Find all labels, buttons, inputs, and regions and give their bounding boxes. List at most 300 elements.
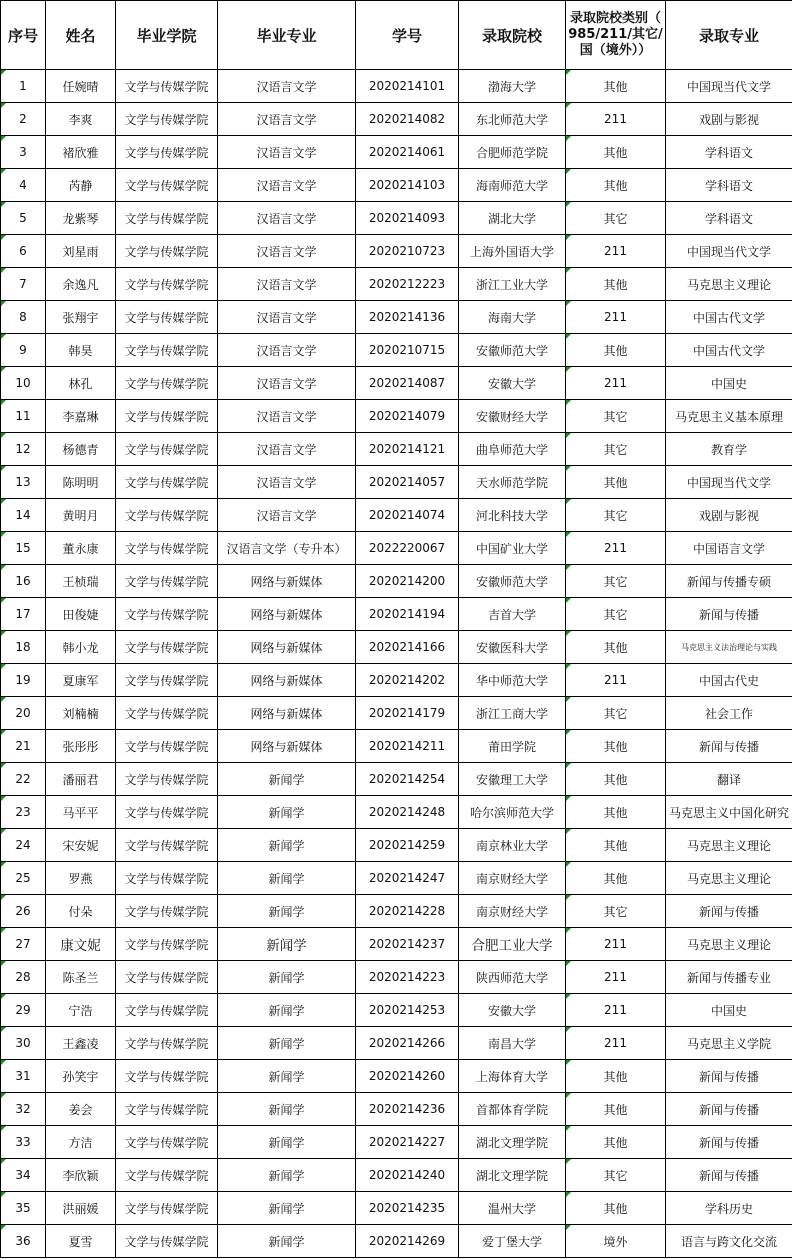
cell-admit-major: 新闻与传播专业: [666, 961, 792, 994]
cell-index: 20: [1, 697, 46, 730]
cell-admit-major: 戏剧与影视: [666, 103, 792, 136]
cell-major: 新闻学: [218, 895, 356, 928]
table-row: [1, 730, 792, 763]
cell-name: 夏雪: [46, 1225, 116, 1258]
cell-school-category: 其它: [566, 895, 666, 928]
cell-school-category: 其它: [566, 598, 666, 631]
cell-admit-major: 学科语文: [666, 202, 792, 235]
cell-index: 7: [1, 268, 46, 301]
cell-school-category: 其他: [566, 70, 666, 103]
cell-school-category: 其它: [566, 565, 666, 598]
cell-school-category: 其他: [566, 1192, 666, 1225]
cell-admit-school: 中国矿业大学: [459, 532, 566, 565]
cell-admit-school: 陕西师范大学: [459, 961, 566, 994]
cell-index: 8: [1, 301, 46, 334]
cell-index: 17: [1, 598, 46, 631]
cell-name: 张翔宇: [46, 301, 116, 334]
cell-index: 14: [1, 499, 46, 532]
cell-student-id: 2020214079: [356, 400, 459, 433]
cell-name: 洪丽媛: [46, 1192, 116, 1225]
cell-major: 汉语言文学: [218, 499, 356, 532]
cell-admit-school: 河北科技大学: [459, 499, 566, 532]
cell-school-category: 211: [566, 1027, 666, 1060]
cell-admit-major: 马克思主义理论: [666, 829, 792, 862]
cell-name: 康文妮: [46, 928, 116, 961]
col-header-name: 姓名: [46, 1, 116, 70]
cell-admit-major: 学科语文: [666, 169, 792, 202]
cell-admit-major: 中国语言文学: [666, 532, 792, 565]
cell-school-category: 其他: [566, 730, 666, 763]
cell-index: 10: [1, 367, 46, 400]
cell-name: 李嘉琳: [46, 400, 116, 433]
cell-index: 22: [1, 763, 46, 796]
cell-major: 新闻学: [218, 1093, 356, 1126]
cell-school-category: 其他: [566, 466, 666, 499]
cell-major: 新闻学: [218, 994, 356, 1027]
cell-major: 汉语言文学: [218, 103, 356, 136]
cell-index: 4: [1, 169, 46, 202]
table-row: [1, 136, 792, 169]
cell-student-id: 2020214136: [356, 301, 459, 334]
cell-name: 林孔: [46, 367, 116, 400]
cell-admit-school: 南昌大学: [459, 1027, 566, 1060]
cell-major: 汉语言文学: [218, 136, 356, 169]
table-row: [1, 301, 792, 334]
cell-school-category: 其他: [566, 1126, 666, 1159]
table-row: [1, 235, 792, 268]
cell-admit-school: 安徽大学: [459, 367, 566, 400]
cell-admit-school: 南京财经大学: [459, 895, 566, 928]
cell-major: 新闻学: [218, 829, 356, 862]
cell-college: 文学与传媒学院: [116, 433, 218, 466]
cell-name: 任婉晴: [46, 70, 116, 103]
cell-student-id: 2020214179: [356, 697, 459, 730]
cell-name: 付朵: [46, 895, 116, 928]
cell-school-category: 其他: [566, 1060, 666, 1093]
cell-admit-major: 中国史: [666, 367, 792, 400]
cell-student-id: 2020214074: [356, 499, 459, 532]
table-row: [1, 631, 792, 664]
cell-college: 文学与传媒学院: [116, 235, 218, 268]
cell-college: 文学与传媒学院: [116, 70, 218, 103]
cell-student-id: 2020214247: [356, 862, 459, 895]
cell-college: 文学与传媒学院: [116, 301, 218, 334]
cell-admit-major: 马克思主义法治理论与实践: [666, 631, 792, 664]
cell-admit-school: 莆田学院: [459, 730, 566, 763]
cell-admit-major: 戏剧与影视: [666, 499, 792, 532]
cell-major: 汉语言文学: [218, 433, 356, 466]
cell-school-category: 其他: [566, 169, 666, 202]
cell-college: 文学与传媒学院: [116, 862, 218, 895]
cell-student-id: 2020214235: [356, 1192, 459, 1225]
cell-admit-school: 首都体育学院: [459, 1093, 566, 1126]
cell-index: 33: [1, 1126, 46, 1159]
cell-major: 汉语言文学: [218, 202, 356, 235]
cell-index: 32: [1, 1093, 46, 1126]
cell-student-id: 2020214202: [356, 664, 459, 697]
cell-admit-major: 新闻与传播: [666, 1060, 792, 1093]
cell-college: 文学与传媒学院: [116, 367, 218, 400]
cell-name: 夏康军: [46, 664, 116, 697]
cell-index: 35: [1, 1192, 46, 1225]
table-row: [1, 169, 792, 202]
table-row: [1, 202, 792, 235]
cell-admit-school: 南京财经大学: [459, 862, 566, 895]
cell-index: 18: [1, 631, 46, 664]
cell-college: 文学与传媒学院: [116, 1192, 218, 1225]
cell-name: 潘丽君: [46, 763, 116, 796]
cell-admit-school: 湖北文理学院: [459, 1126, 566, 1159]
cell-admit-major: 中国现当代文学: [666, 235, 792, 268]
cell-admit-major: 新闻与传播专硕: [666, 565, 792, 598]
cell-major: 新闻学: [218, 1159, 356, 1192]
cell-college: 文学与传媒学院: [116, 829, 218, 862]
col-header-admit-major: 录取专业: [666, 1, 792, 70]
cell-school-category: 211: [566, 532, 666, 565]
cell-major: 汉语言文学: [218, 268, 356, 301]
col-header-student-id: 学号: [356, 1, 459, 70]
cell-major: 新闻学: [218, 928, 356, 961]
col-header-index: 序号: [1, 1, 46, 70]
cell-index: 27: [1, 928, 46, 961]
cell-admit-major: 语言与跨文化交流: [666, 1225, 792, 1258]
cell-major: 网络与新媒体: [218, 598, 356, 631]
cell-student-id: 2020214087: [356, 367, 459, 400]
cell-admit-major: 新闻与传播: [666, 1093, 792, 1126]
cell-admit-major: 中国古代史: [666, 664, 792, 697]
cell-admit-major: 教育学: [666, 433, 792, 466]
cell-index: 28: [1, 961, 46, 994]
cell-admit-major: 马克思主义理论: [666, 862, 792, 895]
cell-admit-school: 合肥工业大学: [459, 928, 566, 961]
cell-school-category: 211: [566, 301, 666, 334]
cell-name: 李爽: [46, 103, 116, 136]
cell-admit-school: 温州大学: [459, 1192, 566, 1225]
cell-school-category: 其他: [566, 631, 666, 664]
table-row: [1, 1027, 792, 1060]
cell-major: 网络与新媒体: [218, 631, 356, 664]
cell-name: 宋安妮: [46, 829, 116, 862]
cell-index: 15: [1, 532, 46, 565]
cell-admit-major: 中国古代文学: [666, 334, 792, 367]
cell-college: 文学与传媒学院: [116, 697, 218, 730]
cell-name: 马平平: [46, 796, 116, 829]
cell-major: 汉语言文学: [218, 235, 356, 268]
cell-college: 文学与传媒学院: [116, 1159, 218, 1192]
cell-school-category: 211: [566, 235, 666, 268]
cell-student-id: 2020214223: [356, 961, 459, 994]
cell-student-id: 2020214227: [356, 1126, 459, 1159]
cell-major: 新闻学: [218, 763, 356, 796]
cell-school-category: 211: [566, 367, 666, 400]
cell-admit-school: 安徽师范大学: [459, 565, 566, 598]
cell-index: 29: [1, 994, 46, 1027]
cell-college: 文学与传媒学院: [116, 103, 218, 136]
table-row: [1, 994, 792, 1027]
cell-student-id: 2020214266: [356, 1027, 459, 1060]
table-row: [1, 334, 792, 367]
cell-index: 31: [1, 1060, 46, 1093]
cell-name: 罗燕: [46, 862, 116, 895]
cell-admit-school: 上海体育大学: [459, 1060, 566, 1093]
cell-college: 文学与传媒学院: [116, 532, 218, 565]
cell-major: 新闻学: [218, 1192, 356, 1225]
cell-student-id: 2020214259: [356, 829, 459, 862]
cell-index: 13: [1, 466, 46, 499]
cell-name: 王桢瑞: [46, 565, 116, 598]
cell-major: 新闻学: [218, 961, 356, 994]
cell-admit-major: 新闻与传播: [666, 895, 792, 928]
cell-student-id: 2020214166: [356, 631, 459, 664]
cell-student-id: 2020214211: [356, 730, 459, 763]
cell-major: 汉语言文学: [218, 334, 356, 367]
table-row: [1, 928, 792, 961]
cell-student-id: 2020212223: [356, 268, 459, 301]
cell-school-category: 境外: [566, 1225, 666, 1258]
cell-college: 文学与传媒学院: [116, 499, 218, 532]
table-row: [1, 400, 792, 433]
cell-admit-school: 爱丁堡大学: [459, 1225, 566, 1258]
cell-name: 黄明月: [46, 499, 116, 532]
cell-college: 文学与传媒学院: [116, 664, 218, 697]
table-row: [1, 1060, 792, 1093]
cell-college: 文学与传媒学院: [116, 565, 218, 598]
cell-major: 汉语言文学: [218, 70, 356, 103]
cell-major: 网络与新媒体: [218, 664, 356, 697]
cell-index: 6: [1, 235, 46, 268]
cell-school-category: 其他: [566, 136, 666, 169]
cell-name: 董永康: [46, 532, 116, 565]
cell-student-id: 2020210715: [356, 334, 459, 367]
cell-admit-major: 中国现当代文学: [666, 70, 792, 103]
cell-admit-major: 翻译: [666, 763, 792, 796]
cell-index: 2: [1, 103, 46, 136]
cell-admit-school: 南京林业大学: [459, 829, 566, 862]
cell-major: 网络与新媒体: [218, 697, 356, 730]
table-row: [1, 763, 792, 796]
cell-school-category: 其他: [566, 268, 666, 301]
cell-student-id: 2020214228: [356, 895, 459, 928]
cell-index: 19: [1, 664, 46, 697]
cell-index: 16: [1, 565, 46, 598]
col-header-major: 毕业专业: [218, 1, 356, 70]
cell-index: 30: [1, 1027, 46, 1060]
cell-name: 姜会: [46, 1093, 116, 1126]
table-row: [1, 70, 792, 103]
table-row: [1, 895, 792, 928]
cell-student-id: 2020214082: [356, 103, 459, 136]
cell-student-id: 2020214121: [356, 433, 459, 466]
cell-admit-school: 湖北文理学院: [459, 1159, 566, 1192]
cell-name: 韩小龙: [46, 631, 116, 664]
cell-admit-school: 安徽大学: [459, 994, 566, 1027]
cell-school-category: 其他: [566, 1093, 666, 1126]
cell-student-id: 2020214269: [356, 1225, 459, 1258]
cell-major: 网络与新媒体: [218, 565, 356, 598]
cell-index: 34: [1, 1159, 46, 1192]
table-row: [1, 268, 792, 301]
cell-student-id: 2020214240: [356, 1159, 459, 1192]
cell-admit-major: 学科历史: [666, 1192, 792, 1225]
cell-admit-school: 华中师范大学: [459, 664, 566, 697]
cell-admit-major: 新闻与传播: [666, 598, 792, 631]
cell-major: 汉语言文学: [218, 169, 356, 202]
cell-admit-major: 马克思主义理论: [666, 268, 792, 301]
cell-college: 文学与传媒学院: [116, 796, 218, 829]
cell-college: 文学与传媒学院: [116, 598, 218, 631]
table-row: [1, 862, 792, 895]
cell-admit-major: 中国古代文学: [666, 301, 792, 334]
cell-admit-school: 哈尔滨师范大学: [459, 796, 566, 829]
cell-name: 孙笑宇: [46, 1060, 116, 1093]
cell-student-id: 2020214254: [356, 763, 459, 796]
cell-admit-school: 安徽理工大学: [459, 763, 566, 796]
cell-student-id: 2020214200: [356, 565, 459, 598]
cell-college: 文学与传媒学院: [116, 961, 218, 994]
cell-admit-major: 马克思主义基本原理: [666, 400, 792, 433]
cell-college: 文学与传媒学院: [116, 1060, 218, 1093]
cell-school-category: 211: [566, 961, 666, 994]
cell-index: 26: [1, 895, 46, 928]
cell-college: 文学与传媒学院: [116, 1126, 218, 1159]
cell-name: 杨德青: [46, 433, 116, 466]
cell-name: 宁浩: [46, 994, 116, 1027]
table-row: [1, 697, 792, 730]
cell-college: 文学与传媒学院: [116, 400, 218, 433]
cell-admit-school: 曲阜师范大学: [459, 433, 566, 466]
cell-name: 刘楠楠: [46, 697, 116, 730]
cell-college: 文学与传媒学院: [116, 994, 218, 1027]
table-row: [1, 466, 792, 499]
cell-admit-major: 社会工作: [666, 697, 792, 730]
cell-college: 文学与传媒学院: [116, 631, 218, 664]
col-header-admit-school: 录取院校: [459, 1, 566, 70]
cell-name: 田俊婕: [46, 598, 116, 631]
cell-student-id: 2020214093: [356, 202, 459, 235]
cell-name: 龙紫琴: [46, 202, 116, 235]
cell-major: 新闻学: [218, 796, 356, 829]
cell-name: 方洁: [46, 1126, 116, 1159]
cell-student-id: 2020214260: [356, 1060, 459, 1093]
cell-admit-major: 新闻与传播: [666, 1126, 792, 1159]
cell-school-category: 其它: [566, 1159, 666, 1192]
header-row: [1, 1, 792, 70]
table-row: [1, 433, 792, 466]
cell-admit-school: 安徽财经大学: [459, 400, 566, 433]
cell-major: 新闻学: [218, 1225, 356, 1258]
cell-name: 韩昊: [46, 334, 116, 367]
cell-index: 9: [1, 334, 46, 367]
cell-admit-major: 新闻与传播: [666, 1159, 792, 1192]
cell-college: 文学与传媒学院: [116, 466, 218, 499]
cell-admit-major: 中国史: [666, 994, 792, 1027]
table-row: [1, 1225, 792, 1258]
cell-college: 文学与传媒学院: [116, 136, 218, 169]
cell-name: 刘星雨: [46, 235, 116, 268]
cell-student-id: 2020214103: [356, 169, 459, 202]
cell-school-category: 其他: [566, 763, 666, 796]
cell-school-category: 其它: [566, 499, 666, 532]
cell-name: 张彤彤: [46, 730, 116, 763]
cell-school-category: 211: [566, 994, 666, 1027]
cell-school-category: 其他: [566, 862, 666, 895]
cell-name: 王鑫凌: [46, 1027, 116, 1060]
table-row: [1, 1192, 792, 1225]
cell-college: 文学与传媒学院: [116, 1225, 218, 1258]
cell-student-id: 2020214236: [356, 1093, 459, 1126]
cell-admit-major: 新闻与传播: [666, 730, 792, 763]
cell-name: 陈圣兰: [46, 961, 116, 994]
cell-school-category: 其它: [566, 433, 666, 466]
cell-admit-major: 学科语文: [666, 136, 792, 169]
cell-college: 文学与传媒学院: [116, 268, 218, 301]
cell-college: 文学与传媒学院: [116, 928, 218, 961]
table-row: [1, 367, 792, 400]
cell-admit-school: 海南师范大学: [459, 169, 566, 202]
cell-admit-school: 安徽师范大学: [459, 334, 566, 367]
cell-student-id: 2020210723: [356, 235, 459, 268]
cell-admit-school: 上海外国语大学: [459, 235, 566, 268]
cell-school-category: 其它: [566, 202, 666, 235]
cell-admit-school: 东北师范大学: [459, 103, 566, 136]
cell-name: 芮静: [46, 169, 116, 202]
cell-major: 汉语言文学: [218, 367, 356, 400]
cell-student-id: 2020214061: [356, 136, 459, 169]
cell-index: 11: [1, 400, 46, 433]
cell-student-id: 2020214248: [356, 796, 459, 829]
cell-major: 汉语言文学: [218, 466, 356, 499]
cell-admit-major: 马克思主义理论: [666, 928, 792, 961]
table-row: [1, 532, 792, 565]
cell-major: 汉语言文学（专升本）: [218, 532, 356, 565]
cell-student-id: 2022220067: [356, 532, 459, 565]
cell-index: 3: [1, 136, 46, 169]
cell-admit-major: 中国现当代文学: [666, 466, 792, 499]
cell-school-category: 其它: [566, 400, 666, 433]
cell-name: 余逸凡: [46, 268, 116, 301]
cell-major: 网络与新媒体: [218, 730, 356, 763]
cell-admit-school: 天水师范学院: [459, 466, 566, 499]
cell-college: 文学与传媒学院: [116, 334, 218, 367]
cell-major: 新闻学: [218, 1027, 356, 1060]
cell-college: 文学与传媒学院: [116, 1027, 218, 1060]
table-row: [1, 499, 792, 532]
cell-college: 文学与传媒学院: [116, 1093, 218, 1126]
cell-admit-school: 海南大学: [459, 301, 566, 334]
cell-name: 李欣颖: [46, 1159, 116, 1192]
cell-admit-school: 浙江工商大学: [459, 697, 566, 730]
cell-index: 12: [1, 433, 46, 466]
cell-major: 汉语言文学: [218, 400, 356, 433]
col-header-school-category: 录取院校类别（ 985/211/其它/国（境外））: [566, 1, 666, 70]
table-row: [1, 1126, 792, 1159]
table-row: [1, 961, 792, 994]
cell-school-category: 其他: [566, 829, 666, 862]
table-row: [1, 664, 792, 697]
cell-school-category: 211: [566, 103, 666, 136]
cell-student-id: 2020214253: [356, 994, 459, 1027]
cell-school-category: 其他: [566, 796, 666, 829]
cell-index: 36: [1, 1225, 46, 1258]
cell-major: 汉语言文学: [218, 301, 356, 334]
table-row: [1, 1159, 792, 1192]
cell-school-category: 211: [566, 664, 666, 697]
cell-index: 25: [1, 862, 46, 895]
cell-student-id: 2020214101: [356, 70, 459, 103]
cell-college: 文学与传媒学院: [116, 763, 218, 796]
cell-index: 5: [1, 202, 46, 235]
cell-admit-school: 湖北大学: [459, 202, 566, 235]
